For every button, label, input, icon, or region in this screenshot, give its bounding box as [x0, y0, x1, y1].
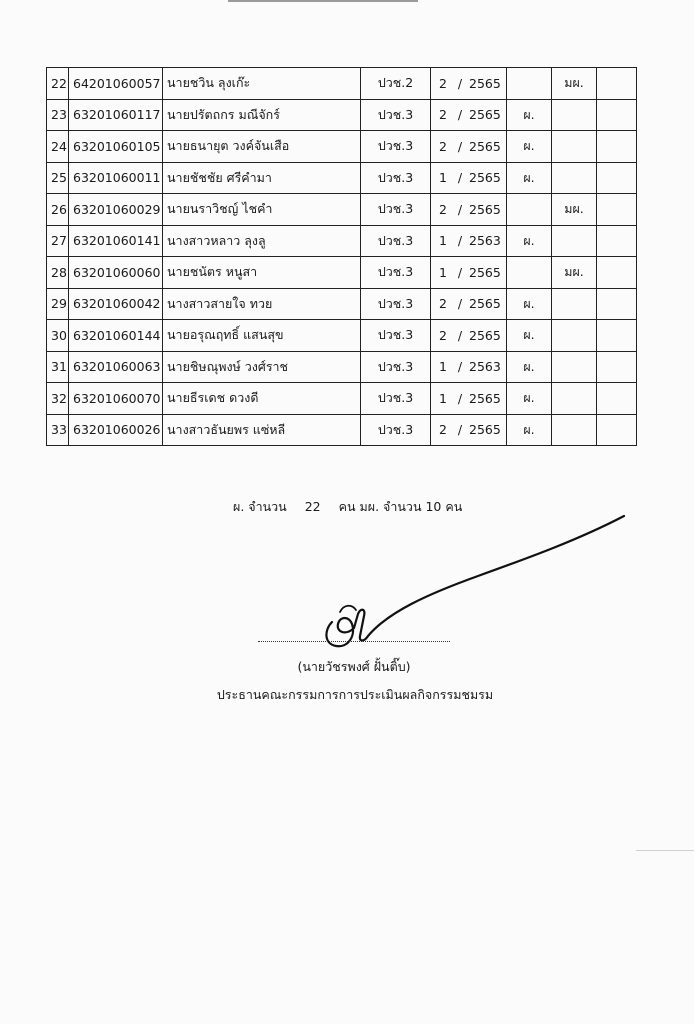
row-number: 25	[47, 162, 69, 194]
fail-mark	[552, 320, 597, 352]
term-separator: /	[457, 233, 463, 249]
table-row	[47, 414, 637, 446]
term-year: 2565	[469, 170, 501, 186]
fail-mark	[552, 351, 597, 383]
term	[431, 99, 507, 131]
row-number: 28	[47, 257, 69, 289]
student-id: 63201060070	[69, 383, 163, 415]
table-row	[47, 320, 637, 352]
row-number: 27	[47, 225, 69, 257]
row-number: 29	[47, 288, 69, 320]
term-semester: 2	[439, 138, 447, 154]
term-semester: 1	[439, 170, 447, 186]
table-row	[47, 383, 637, 415]
table-row	[47, 225, 637, 257]
student-name: นางสาวหลาว ลุงลู	[163, 225, 361, 257]
table-row	[47, 194, 637, 226]
fail-mark	[552, 225, 597, 257]
student-name: นายธนายุต วงค์จันเสือ	[163, 131, 361, 163]
fail-mark	[552, 99, 597, 131]
student-name: นายธีรเดช ดวงดี	[163, 383, 361, 415]
term-semester: 1	[439, 264, 447, 280]
student-id: 63201060144	[69, 320, 163, 352]
term-year: 2565	[469, 75, 501, 91]
table-body	[47, 68, 637, 446]
student-name: นายชัชชัย ศรีคำมา	[163, 162, 361, 194]
empty-cell	[597, 257, 637, 289]
term	[431, 162, 507, 194]
class-level: ปวช.3	[361, 194, 431, 226]
table-row	[47, 257, 637, 289]
term-year: 2565	[469, 107, 501, 123]
fail-mark	[552, 383, 597, 415]
signature-dotted-line	[258, 641, 450, 642]
fail-mark	[552, 414, 597, 446]
term-semester: 1	[439, 233, 447, 249]
pass-mark: ผ.	[507, 288, 552, 320]
term	[431, 414, 507, 446]
pass-mark	[507, 68, 552, 100]
term-year: 2563	[469, 359, 501, 375]
table-row	[47, 131, 637, 163]
term-separator: /	[457, 296, 463, 312]
pass-mark: ผ.	[507, 99, 552, 131]
student-id: 63201060063	[69, 351, 163, 383]
row-number: 24	[47, 131, 69, 163]
student-name: นายชนัตร หนูสา	[163, 257, 361, 289]
term-year: 2565	[469, 264, 501, 280]
summary-pass-count: 22	[304, 499, 321, 514]
row-number: 30	[47, 320, 69, 352]
term-separator: /	[457, 138, 463, 154]
pass-mark: ผ.	[507, 225, 552, 257]
pass-mark: ผ.	[507, 414, 552, 446]
student-id: 63201060117	[69, 99, 163, 131]
student-id: 63201060141	[69, 225, 163, 257]
class-level: ปวช.3	[361, 162, 431, 194]
empty-cell	[597, 99, 637, 131]
term-separator: /	[457, 327, 463, 343]
class-level: ปวช.2	[361, 68, 431, 100]
pass-mark	[507, 194, 552, 226]
term	[431, 131, 507, 163]
term-semester: 1	[439, 359, 447, 375]
table-row	[47, 288, 637, 320]
student-id: 63201060011	[69, 162, 163, 194]
term-separator: /	[457, 359, 463, 375]
student-id: 63201060042	[69, 288, 163, 320]
pass-mark: ผ.	[507, 162, 552, 194]
row-number: 22	[47, 68, 69, 100]
signer-name: (นายวัชรพงศ์ ฝั้นติ๊บ)	[297, 659, 411, 674]
term-year: 2565	[469, 327, 501, 343]
term	[431, 320, 507, 352]
class-level: ปวช.3	[361, 383, 431, 415]
term-separator: /	[457, 264, 463, 280]
term	[431, 351, 507, 383]
term	[431, 288, 507, 320]
student-name: นางสาวสายใจ ทวย	[163, 288, 361, 320]
summary-pass-prefix: ผ. จำนวน	[233, 499, 287, 514]
row-number: 26	[47, 194, 69, 226]
class-level: ปวช.3	[361, 320, 431, 352]
pass-mark: ผ.	[507, 383, 552, 415]
term-semester: 2	[439, 422, 447, 438]
student-name: นายชิษณุพงษ์ วงศ์ราช	[163, 351, 361, 383]
class-level: ปวช.3	[361, 288, 431, 320]
table-row	[47, 68, 637, 100]
class-level: ปวช.3	[361, 351, 431, 383]
term-semester: 2	[439, 201, 447, 217]
empty-cell	[597, 225, 637, 257]
term-year: 2565	[469, 422, 501, 438]
class-level: ปวช.3	[361, 99, 431, 131]
empty-cell	[597, 383, 637, 415]
term-semester: 2	[439, 296, 447, 312]
term	[431, 68, 507, 100]
row-number: 31	[47, 351, 69, 383]
student-id: 63201060105	[69, 131, 163, 163]
row-number: 32	[47, 383, 69, 415]
empty-cell	[597, 351, 637, 383]
pass-mark	[507, 257, 552, 289]
term-semester: 1	[439, 390, 447, 406]
term-separator: /	[457, 422, 463, 438]
term-year: 2565	[469, 201, 501, 217]
fail-mark: มผ.	[552, 194, 597, 226]
empty-cell	[597, 194, 637, 226]
pass-mark: ผ.	[507, 320, 552, 352]
empty-cell	[597, 320, 637, 352]
row-number: 23	[47, 99, 69, 131]
table-row	[47, 99, 637, 131]
fail-mark	[552, 162, 597, 194]
top-edge-line	[228, 0, 418, 2]
summary-fail-text: คน มผ. จำนวน 10 คน	[338, 499, 463, 514]
empty-cell	[597, 68, 637, 100]
student-name: นายอรุณฤทธิ์ แสนสุข	[163, 320, 361, 352]
table-row	[47, 351, 637, 383]
class-level: ปวช.3	[361, 414, 431, 446]
student-id: 63201060060	[69, 257, 163, 289]
fail-mark	[552, 288, 597, 320]
scan-mark	[636, 850, 694, 851]
student-id: 63201060026	[69, 414, 163, 446]
term	[431, 194, 507, 226]
class-level: ปวช.3	[361, 257, 431, 289]
empty-cell	[597, 414, 637, 446]
term-semester: 2	[439, 327, 447, 343]
signer-title: ประธานคณะกรรมการการประเมินผลกิจกรรมชมรม	[216, 687, 494, 702]
student-results-table	[46, 67, 637, 446]
term	[431, 225, 507, 257]
table-row	[47, 162, 637, 194]
fail-mark	[552, 131, 597, 163]
term-separator: /	[457, 201, 463, 217]
student-id: 64201060057	[69, 68, 163, 100]
term-separator: /	[457, 390, 463, 406]
term-year: 2565	[469, 138, 501, 154]
student-name: นางสาวธันยพร แซ่หลี	[163, 414, 361, 446]
class-level: ปวช.3	[361, 131, 431, 163]
term-semester: 2	[439, 107, 447, 123]
term-separator: /	[457, 107, 463, 123]
term	[431, 383, 507, 415]
empty-cell	[597, 288, 637, 320]
fail-mark: มผ.	[552, 257, 597, 289]
empty-cell	[597, 131, 637, 163]
pass-mark: ผ.	[507, 131, 552, 163]
student-name: นายชวิน ลุงเก๊ะ	[163, 68, 361, 100]
empty-cell	[597, 162, 637, 194]
term-year: 2563	[469, 233, 501, 249]
pass-mark: ผ.	[507, 351, 552, 383]
term-separator: /	[457, 75, 463, 91]
term	[431, 257, 507, 289]
fail-mark: มผ.	[552, 68, 597, 100]
row-number: 33	[47, 414, 69, 446]
class-level: ปวช.3	[361, 225, 431, 257]
term-year: 2565	[469, 296, 501, 312]
student-name: นายนราวิชญ์ ไชคำ	[163, 194, 361, 226]
student-name: นายปรัตถกร มณีจักร์	[163, 99, 361, 131]
handwritten-signature	[318, 512, 638, 662]
term-semester: 2	[439, 75, 447, 91]
student-id: 63201060029	[69, 194, 163, 226]
term-year: 2565	[469, 390, 501, 406]
term-separator: /	[457, 170, 463, 186]
